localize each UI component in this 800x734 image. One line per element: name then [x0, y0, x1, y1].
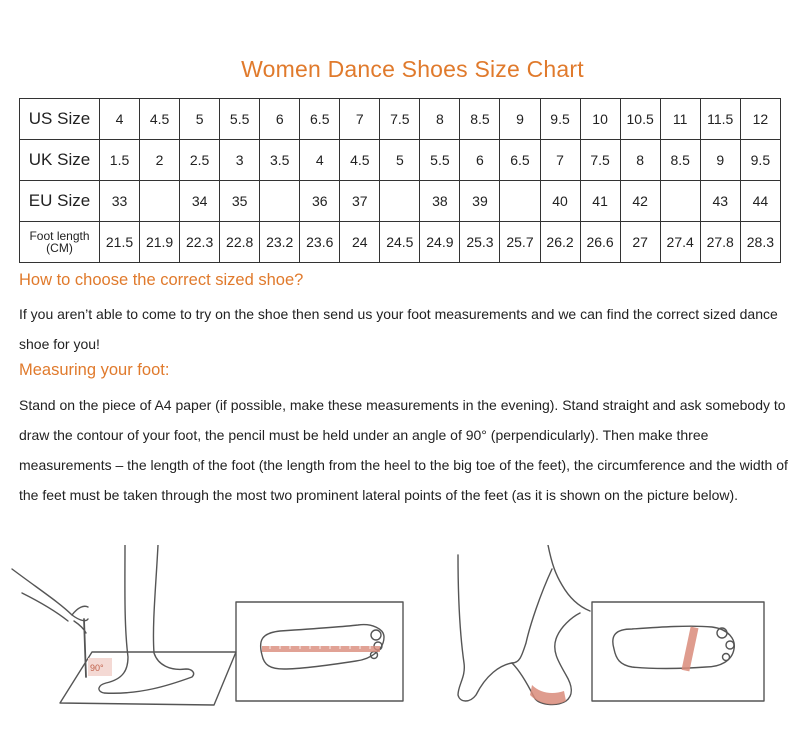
size-cell: 38: [420, 181, 460, 222]
size-cell: 27.8: [700, 222, 740, 263]
size-cell: 8: [420, 99, 460, 140]
size-cell: [380, 181, 420, 222]
size-row-header-line: Foot length: [29, 229, 90, 243]
circumference-tape: [530, 685, 566, 704]
size-cell: 24.9: [420, 222, 460, 263]
size-cell: 10: [580, 99, 620, 140]
size-cell: 9: [500, 99, 540, 140]
size-cell: 44: [740, 181, 780, 222]
width-tape: [682, 627, 699, 672]
size-cell: 7: [340, 99, 380, 140]
size-cell: 5.5: [220, 99, 260, 140]
size-cell: 23.6: [300, 222, 340, 263]
size-cell: 21.5: [100, 222, 140, 263]
size-cell: 42: [620, 181, 660, 222]
size-cell: 6.5: [500, 140, 540, 181]
size-cell: 22.3: [180, 222, 220, 263]
size-row-header: EU Size: [20, 181, 100, 222]
arm-outline: [12, 569, 88, 621]
pencil-outline: [84, 619, 86, 677]
size-row-header-line: (CM): [46, 241, 73, 255]
size-cell: 8.5: [660, 140, 700, 181]
size-cell: 9.5: [740, 140, 780, 181]
leg-outline-left: [458, 555, 512, 701]
size-cell: 5.5: [420, 140, 460, 181]
a4-paper-outline: [60, 652, 236, 705]
size-cell: 7.5: [380, 99, 420, 140]
size-cell: 8.5: [460, 99, 500, 140]
size-cell: 12: [740, 99, 780, 140]
illustration-drawing-contour: [12, 545, 236, 705]
size-cell: 6: [260, 99, 300, 140]
size-cell: 4.5: [340, 140, 380, 181]
foot-measuring-illustration: [0, 545, 800, 734]
section-heading-measuring: Measuring your foot:: [19, 361, 170, 379]
size-cell: 11: [660, 99, 700, 140]
illustration-circumference: [458, 545, 590, 704]
size-cell: 9: [700, 140, 740, 181]
size-cell: 27: [620, 222, 660, 263]
size-row: [20, 222, 781, 263]
size-row-header: UK Size: [20, 140, 100, 181]
size-cell: 25.7: [500, 222, 540, 263]
size-cell: [500, 181, 540, 222]
size-row-header: US Size: [20, 99, 100, 140]
size-cell: 21.9: [140, 222, 180, 263]
size-cell: 9.5: [540, 99, 580, 140]
size-cell: 7.5: [580, 140, 620, 181]
size-cell: 6.5: [300, 99, 340, 140]
size-cell: 8: [620, 140, 660, 181]
size-cell: 36: [300, 181, 340, 222]
size-cell: 26.2: [540, 222, 580, 263]
size-cell: 1.5: [100, 140, 140, 181]
size-cell: 33: [100, 181, 140, 222]
size-cell: 28.3: [740, 222, 780, 263]
page-title: Women Dance Shoes Size Chart: [241, 56, 584, 82]
size-cell: 2.5: [180, 140, 220, 181]
size-cell: 40: [540, 181, 580, 222]
illustration-width: [592, 602, 764, 701]
size-cell: 35: [220, 181, 260, 222]
size-cell: 23.2: [260, 222, 300, 263]
size-cell: 4: [300, 140, 340, 181]
size-cell: [140, 181, 180, 222]
size-row-header: [20, 222, 100, 263]
size-cell: 26.6: [580, 222, 620, 263]
size-cell: 24.5: [380, 222, 420, 263]
hand-outline: [512, 613, 580, 704]
size-cell: 24: [340, 222, 380, 263]
size-cell: 11.5: [700, 99, 740, 140]
size-cell: 3: [220, 140, 260, 181]
foot-sole-outline-2: [613, 626, 735, 668]
size-cell: 10.5: [620, 99, 660, 140]
size-cell: 4: [100, 99, 140, 140]
size-cell: 25.3: [460, 222, 500, 263]
size-row: [20, 181, 781, 222]
size-cell: [260, 181, 300, 222]
size-cell: 37: [340, 181, 380, 222]
section-text-choose: If you aren’t able to come to try on the shoe then send us your foot measurements and we can find the correct sized dance shoe for you!: [19, 306, 778, 352]
size-cell: 6: [460, 140, 500, 181]
size-cell: 5: [180, 99, 220, 140]
paper-frame-2: [592, 602, 764, 701]
size-cell: 5: [380, 140, 420, 181]
size-cell: 2: [140, 140, 180, 181]
section-heading-choose: How to choose the correct sized shoe?: [19, 271, 304, 289]
section-text-measuring: Stand on the piece of A4 paper (if possible, make these measurements in the evening). Stand straight and ask somebody to draw the contour of your foot, the pencil must be held under an angle of 90° (perpendicularly). Then make three measurements – the length of the foot (the length from the heel to the big toe of the feet), the circumference and the width of the feet must be taken through the most two prominent lateral points of the feet (as it is shown on the picture below).: [19, 397, 788, 503]
size-cell: 22.8: [220, 222, 260, 263]
size-cell: 7: [540, 140, 580, 181]
size-chart-table: [19, 98, 781, 263]
size-cell: 27.4: [660, 222, 700, 263]
size-row: [20, 99, 781, 140]
foot-leg-outline: [99, 545, 194, 693]
size-cell: 39: [460, 181, 500, 222]
size-cell: 4.5: [140, 99, 180, 140]
size-row: [20, 140, 781, 181]
size-cell: 43: [700, 181, 740, 222]
size-cell: [660, 181, 700, 222]
size-cell: 34: [180, 181, 220, 222]
size-cell: 3.5: [260, 140, 300, 181]
size-cell: 41: [580, 181, 620, 222]
angle-label: 90°: [90, 663, 104, 673]
